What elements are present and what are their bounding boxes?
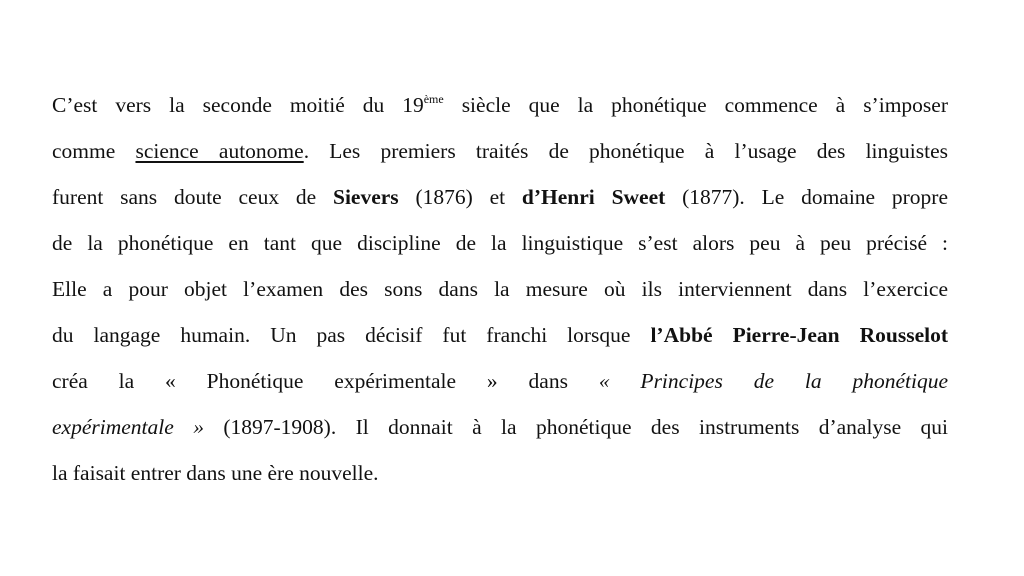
underlined-term: science autonome (135, 139, 304, 163)
text-line-6 (52, 312, 948, 358)
text-line-9 (52, 450, 948, 496)
text-span: la faisait entrer dans une ère nouvelle. (52, 461, 379, 485)
bold-name: d’Henri Sweet (521, 185, 666, 209)
text-span: (1877). Le domaine propre (665, 185, 949, 209)
italic-title: « Principes de la phonétique (598, 369, 948, 393)
text-span: (1876) et (398, 185, 522, 209)
text-span: siècle que la phonétique commence à s’imposer (443, 93, 948, 117)
text-span: . Les premiers traités de phonétique à l’usage des linguistes (303, 139, 949, 163)
bold-name: l’Abbé Pierre-Jean Rousselot (650, 323, 948, 347)
text-span: de la phonétique en tant que discipline de la linguistique s’est alors peu à peu précisé : (52, 231, 948, 255)
text-line-7 (52, 358, 948, 404)
text-line-2 (52, 128, 948, 174)
text-span: C’est vers la seconde moitié du 19 (52, 93, 424, 117)
text-line-8 (52, 404, 948, 450)
text-span: furent sans doute ceux de (52, 185, 333, 209)
text-line-1 (52, 82, 948, 128)
document-paragraph (52, 82, 948, 496)
text-span: du langage humain. Un pas décisif fut franchi lorsque (52, 323, 651, 347)
text-span: comme (52, 139, 136, 163)
text-line-4 (52, 220, 948, 266)
text-span: (1897-1908). Il donnait à la phonétique des instruments d’analyse qui (203, 415, 948, 439)
text-line-3 (52, 174, 948, 220)
text-span: Elle a pour objet l’examen des sons dans la mesure où ils interviennent dans l’exercice (52, 277, 948, 301)
text-span: créa la « Phonétique expérimentale » dans (52, 369, 599, 393)
italic-title: expérimentale » (52, 415, 204, 439)
text-line-5 (52, 266, 948, 312)
bold-name: Sievers (333, 185, 399, 209)
superscript: ème (423, 92, 444, 106)
